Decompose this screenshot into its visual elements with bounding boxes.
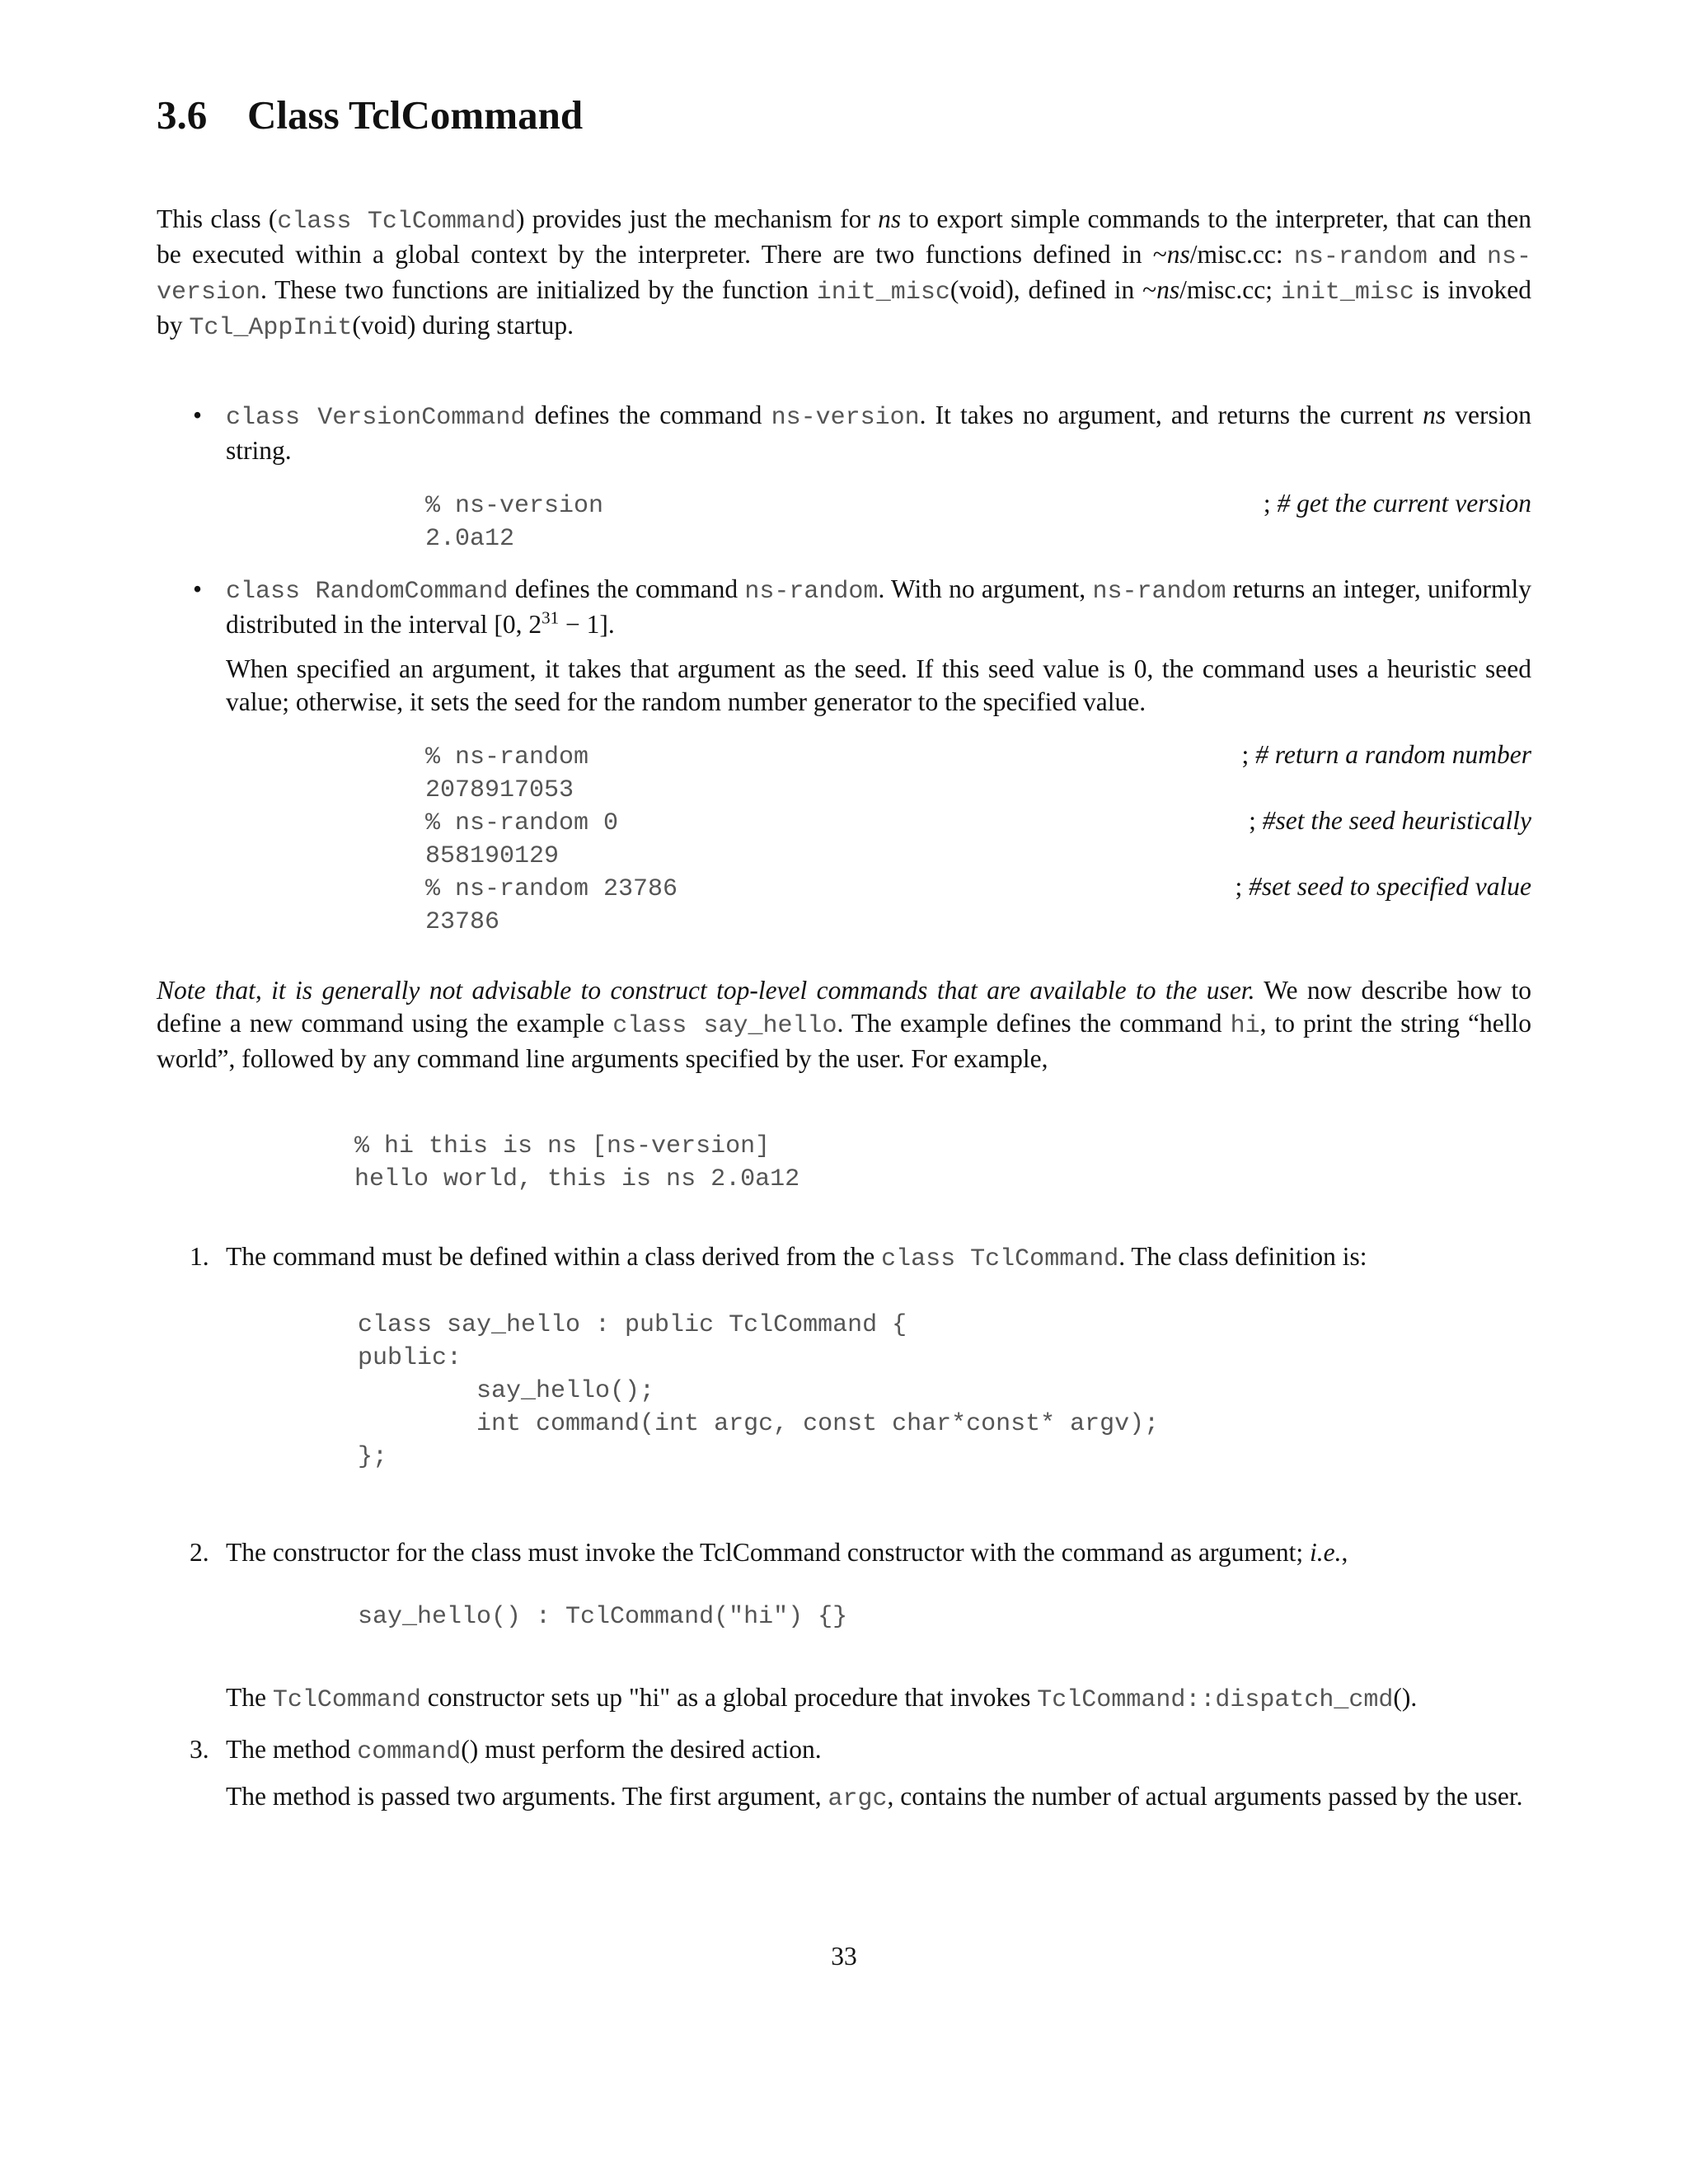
code-line: 2.0a12 <box>425 525 515 553</box>
code-example-random <box>226 738 1531 936</box>
bullet-mark: • <box>193 574 203 603</box>
step-number: 2. <box>190 1538 209 1567</box>
code-example-hi: % hi this is ns [ns-version] hello world, this is ns 2.0a12 <box>354 1132 800 1193</box>
code-line: % ns-random 23786 ; #set seed to specified value <box>425 872 1531 903</box>
step-3-para2: The method is passed two arguments. The first argument, argc, contains the number of actual arguments passed by the user. <box>226 1782 1523 1813</box>
intro-paragraph: This class (class TclCommand) provides just the mechanism for ns to export simple commands to the interpreter, that can then be executed within a global context by the interpreter. There are two functions defined in ~ns/misc.cc: ns-random and ns-version. These two functions are initialized by the function init_misc(void), defined in ~ns/misc.cc; init_misc is invoked by Tcl_AppInit(void) during startup. <box>157 204 1531 342</box>
code-line: 2078917053 <box>425 776 574 804</box>
bullet-random-para2: When specified an argument, it takes that argument as the seed. If this seed value is 0, the command uses a heuristic seed value; otherwise, it sets the seed for the random number generator to the specified value. <box>226 654 1531 716</box>
step-3 <box>157 1733 1531 1816</box>
code-line: 858190129 <box>425 842 560 870</box>
bullet-item-random <box>157 573 1531 936</box>
bullet-item-version <box>157 399 1531 553</box>
numbered-list <box>157 1240 1531 1816</box>
code-line: 23786 <box>425 908 500 936</box>
bullet-random-text: class RandomCommand defines the command ns-random. With no argument, ns-random returns an integer, uniformly distributed in the interval [0, $2^{31} - 1$]. <box>226 574 1531 639</box>
code-line: % ns-version ; # get the current version <box>425 489 1531 520</box>
step-3-text: The method command() must perform the desired action. <box>226 1735 822 1766</box>
section-title: Class TclCommand <box>247 92 584 138</box>
step-1 <box>157 1240 1531 1474</box>
code-constructor: say_hello() : TclCommand("hi") {} <box>358 1603 848 1631</box>
step-1-text: The command must be defined within a class derived from the class TclCommand. The class definition is: <box>226 1242 1367 1273</box>
step-2 <box>157 1536 1531 1717</box>
code-class-definition: class say_hello : public TclCommand { public: say_hello(); int command(int argc, const char*const* argv); }; <box>358 1311 1160 1471</box>
step-number: 3. <box>190 1735 209 1764</box>
section-heading <box>157 91 1531 140</box>
step-2-para2: The TclCommand constructor sets up "hi" as a global procedure that invokes TclCommand::dispatch_cmd(). <box>226 1683 1418 1714</box>
code-line: % ns-random 0 ; #set the seed heuristically <box>425 806 1531 837</box>
bullet-mark: • <box>193 401 203 429</box>
step-2-text: The constructor for the class must invoke the TclCommand constructor with the command as argument; i.e., <box>226 1538 1348 1567</box>
bullet-list <box>157 399 1531 936</box>
code-line: % ns-random ; # return a random number <box>425 740 1531 771</box>
bullet-version-text: class VersionCommand defines the command ns-version. It takes no argument, and returns the current ns version string. <box>226 401 1531 465</box>
note-paragraph: Note that, it is generally not advisable to construct top-level commands that are available to the user. We now describe how to define a new command using the example class say_hello. The example defines the command hi, to print the string “hello world”, followed by any command line arguments specified by the user. For example, <box>157 976 1532 1073</box>
code-example-version <box>226 487 1531 553</box>
page-number: 33 <box>831 1942 857 1971</box>
document-page <box>157 91 1531 1816</box>
step-number: 1. <box>190 1242 209 1271</box>
section-number: 3.6 <box>157 92 208 138</box>
